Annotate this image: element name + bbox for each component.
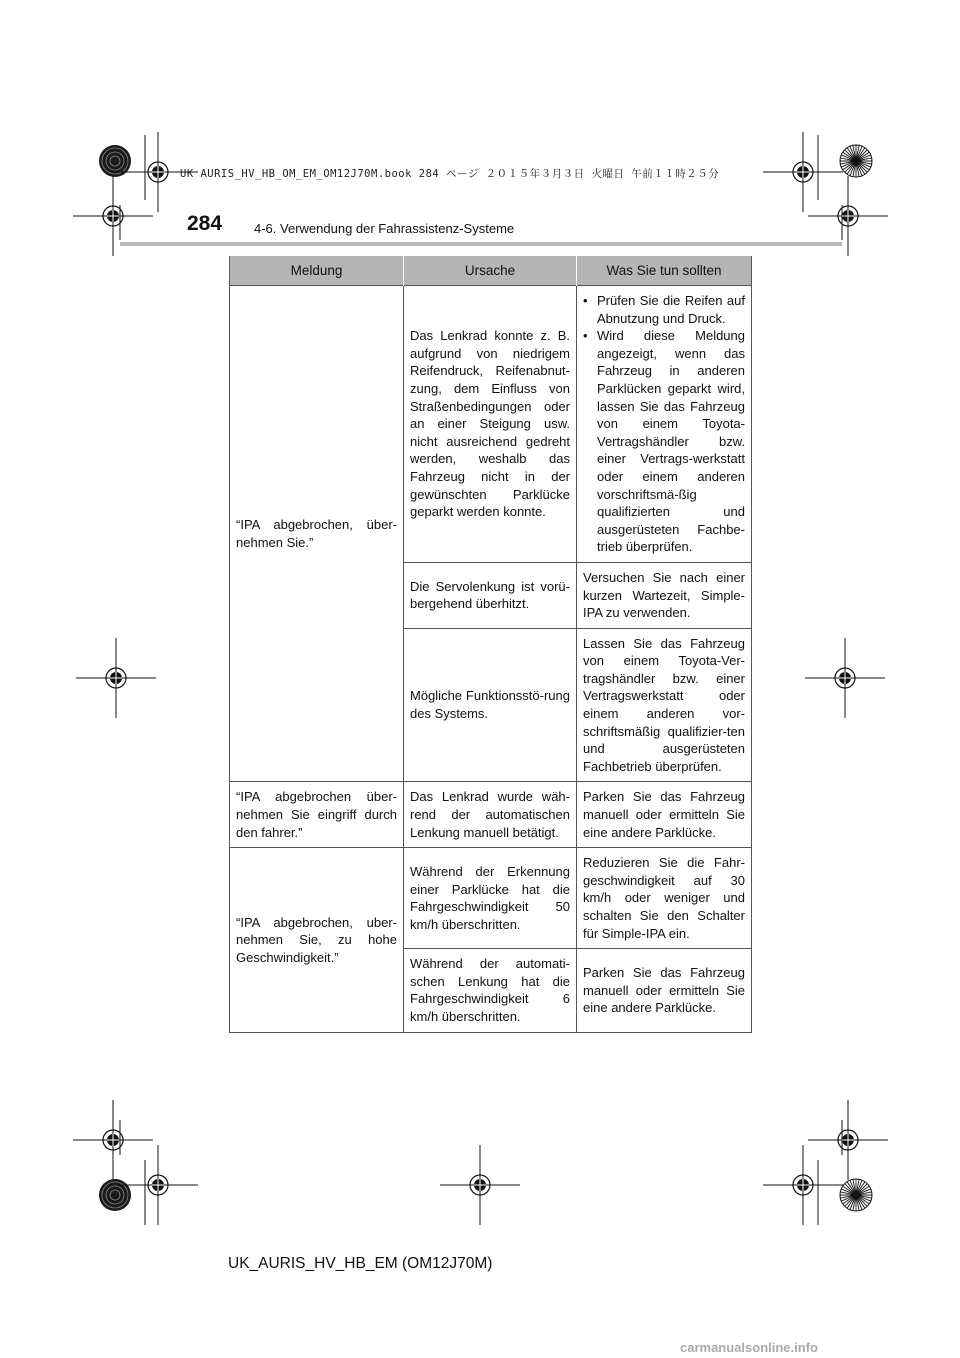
header-rule xyxy=(120,242,842,246)
print-header: UK AURIS_HV_HB_OM_EM_OM12J70M.book 284 ページ ２０１５年３月３日 火曜日 午前１１時２５分 xyxy=(180,168,720,180)
list-item xyxy=(583,292,745,327)
cause-cell: Die Servolenkung ist vorü-bergehend überhitzt. xyxy=(404,562,577,628)
message-table xyxy=(229,256,752,1033)
action-cell: Reduzieren Sie die Fahr-geschwindigkeit auf 30 km/h oder weniger und schalten Sie den Schalter für Simple-IPA ein. xyxy=(577,848,752,949)
bullet-text: Wird diese Meldung angezeigt, wenn das Fahrzeug in anderen Parklücken geparkt wird, lassen Sie das Fahrzeug von einem Toyota-Vertragshändler bzw. einer Vertrags-werkstatt oder einem anderen vorschriftsmä-ßig qualifizierten und ausgerüsteten Fachbe-trieb überprüfen. xyxy=(597,328,745,555)
watermark: carmanualsonline.info xyxy=(680,1340,818,1355)
table-row xyxy=(230,286,752,563)
cause-cell: Das Lenkrad konnte z. B. aufgrund von niedrigem Reifendruck, Reifenabnut-zung, dem Einfluss von Straßenbedingungen oder an einer Steigung usw. nicht ausreichend gedreht werden, weshalb das Fahrzeug nicht in der gewünschten Parklücke geparkt werden konnte. xyxy=(404,286,577,563)
cause-cell: Das Lenkrad wurde wäh-rend der automatischen Lenkung manuell betätigt. xyxy=(404,782,577,848)
bullet-text: Prüfen Sie die Reifen auf Abnutzung und Druck. xyxy=(597,293,745,326)
bullet-icon: • xyxy=(583,293,588,308)
action-cell: Parken Sie das Fahrzeug manuell oder ermitteln Sie eine andere Parklücke. xyxy=(577,782,752,848)
table-row xyxy=(230,848,752,949)
bullet-icon: • xyxy=(583,328,588,344)
table-row xyxy=(230,782,752,848)
cause-cell: Während der automati-schen Lenkung hat die Fahrgeschwindigkeit 6 km/h überschritten. xyxy=(404,949,577,1032)
header-massnahme: Was Sie tun sollten xyxy=(577,256,752,286)
table-header-row xyxy=(230,256,752,286)
action-cell: Lassen Sie das Fahrzeug von einem Toyota-Ver-tragshändler bzw. einer Vertragswerkstatt oder einem anderen vor-schriftsmäßig qualifizier-ten und ausgerüsteten Fachbetrieb überprüfen. xyxy=(577,628,752,782)
page-number: 284 xyxy=(187,212,223,235)
header-ursache: Ursache xyxy=(404,256,577,286)
cause-cell: Während der Erkennung einer Parklücke hat die Fahrgeschwindigkeit 50 km/h überschritten. xyxy=(404,848,577,949)
list-item xyxy=(583,327,745,556)
footer-doc-code: UK_AURIS_HV_HB_EM (OM12J70M) xyxy=(228,1255,493,1272)
action-cell: Parken Sie das Fahrzeug manuell oder ermitteln Sie eine andere Parklücke. xyxy=(577,949,752,1032)
message-cell: “IPA abgebrochen, uber-nehmen Sie, zu hohe Geschwindigkeit.” xyxy=(230,848,404,1032)
message-cell: “IPA abgebrochen, über-nehmen Sie.” xyxy=(230,286,404,782)
message-cell: “IPA abgebrochen über-nehmen Sie eingriff durch den fahrer.” xyxy=(230,782,404,848)
cause-cell: Mögliche Funktionsstö-rung des Systems. xyxy=(404,628,577,782)
section-title: 4-6. Verwendung der Fahrassistenz-Systeme xyxy=(254,221,515,236)
action-cell xyxy=(577,286,752,563)
header-meldung: Meldung xyxy=(230,256,404,286)
action-cell: Versuchen Sie nach einer kurzen Wartezeit, Simple-IPA zu verwenden. xyxy=(577,562,752,628)
action-bullet-list xyxy=(583,292,745,556)
